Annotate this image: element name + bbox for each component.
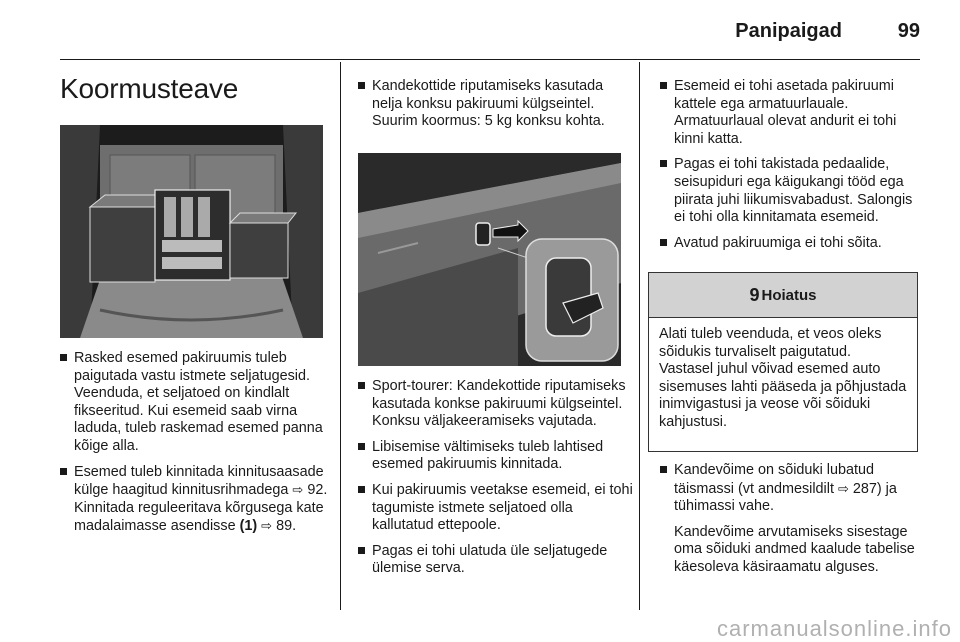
page-ref-arrow-icon: ⇨ bbox=[292, 482, 304, 498]
bullet-text: Kui pakiruumis veetakse esemeid, ei tohi tagumiste istmete seljatoed olla kallutatud ettepoole. bbox=[372, 481, 633, 534]
section-title: Panipaigad bbox=[735, 20, 842, 42]
bullet-secure-items bbox=[60, 464, 328, 536]
bullet-text: Esemeid ei tohi asetada pakiruumi kattele ega armatuurlauale. Armatuurlaual olevat andurit ei tohi kinni katta. bbox=[674, 78, 897, 147]
bullet-open-trunk bbox=[660, 235, 922, 253]
column-1-text bbox=[60, 350, 328, 544]
column-divider-1 bbox=[340, 62, 341, 610]
page-ref-link[interactable]: 92 bbox=[307, 482, 324, 499]
bullet-loose-items bbox=[358, 439, 633, 474]
column-3-bottom-text bbox=[660, 462, 922, 577]
column-2-text bbox=[358, 378, 633, 586]
bullet-text: . bbox=[292, 518, 297, 535]
warning-title: Hoiatus bbox=[761, 286, 817, 304]
bullet-sport-tourer bbox=[358, 378, 633, 431]
bullet-pedals bbox=[660, 156, 922, 226]
bullet-text: Avatud pakiruumiga ei tohi sõita. bbox=[674, 234, 882, 251]
bullet-bag-hooks bbox=[358, 78, 628, 131]
bullet-text: Kandekottide riputamiseks kasutada nelja konksu pakiruumi külgseintel. Suurim koormus: 5 kg konksu kohta. bbox=[372, 78, 605, 130]
bullet-luggage-height bbox=[358, 543, 633, 578]
bullet-text: Libisemise vältimiseks tuleb lahtised esemed pakiruumis kinnitada. bbox=[372, 438, 604, 473]
warning-header bbox=[649, 273, 917, 318]
bullet-text: Esemed tuleb kinnitada kinnitusaasade külge haagitud kinnitusrihmadega bbox=[74, 463, 324, 499]
page-number: 99 bbox=[897, 20, 920, 42]
warning-triangle-icon: 9 bbox=[749, 284, 760, 305]
trunk-boxes-svg bbox=[60, 125, 323, 338]
column-3-top-text bbox=[660, 78, 922, 260]
bullet-dashboard bbox=[660, 78, 922, 148]
bullet-text: Rasked esemed pakiruumis tuleb paigutada vastu istmete seljatugesid. Veenduda, et seljatoed on kindlalt fikseeritud. Kui esemeid saab virna laduda, tuleb raskemad esemed panna kõige alla. bbox=[74, 350, 323, 454]
page-ref-arrow-icon: ⇨ bbox=[261, 518, 273, 534]
load-calc-paragraph: Kandevõime arvutamiseks sisestage oma sõiduki andmed kaalude tabelise käesoleva käsiraamatu alguses. bbox=[674, 523, 915, 575]
bullet-text: Kandevõime on sõiduki lubatud täismassi (vt andmesildilt bbox=[674, 462, 875, 497]
column-2-top-text bbox=[358, 78, 628, 139]
bullet-heavy-items bbox=[60, 350, 328, 456]
page-ref-arrow-icon: ⇨ bbox=[837, 480, 849, 496]
trunk-hook-svg bbox=[358, 153, 621, 366]
bullet-text: Pagas ei tohi takistada pedaalide, seisupiduri ega käigukangi tööd ega piirata juhi liikumisvabadust. Salongis ei tohi olla kinnitamata esemeid. bbox=[674, 156, 913, 226]
trunk-hook-illustration bbox=[358, 153, 621, 366]
watermark: carmanualsonline.info bbox=[716, 616, 952, 641]
page-ref-link[interactable]: 287 bbox=[852, 480, 877, 497]
bullet-text: Pagas ei tohi ulatuda üle seljatugede ülemise serva. bbox=[372, 542, 608, 577]
page-ref-link[interactable]: 89 bbox=[276, 518, 293, 535]
page-header bbox=[60, 18, 920, 48]
page-title: Koormusteave bbox=[60, 73, 239, 104]
trunk-boxes-illustration bbox=[60, 125, 323, 338]
bullet-text: . Kinnitada reguleeritava kõrgusega kate madalaimasse asendisse bbox=[74, 482, 328, 535]
bullet-text: Sport-tourer: Kandekottide riputamiseks kasutada konkse pakiruumi külgseintel. Konksu väljakeeramiseks vajutada. bbox=[372, 378, 626, 430]
warning-box bbox=[648, 272, 918, 452]
bullet-seatbacks bbox=[358, 482, 633, 535]
warning-body: Alati tuleb veenduda, et veos oleks sõidukis turvaliselt paigutatud. Vastasel juhul võivad esemed auto sisemuses lahti pääseda ja põhjustada inimvigastusi ja veose või sõiduki kahjustusi. bbox=[659, 326, 907, 430]
column-divider-2 bbox=[639, 62, 640, 610]
header-rule bbox=[60, 59, 920, 60]
bullet-load-capacity bbox=[660, 462, 922, 516]
bold-label: (1) bbox=[239, 518, 258, 535]
bullet-text: ) ja tühimassi vahe. bbox=[674, 480, 897, 515]
